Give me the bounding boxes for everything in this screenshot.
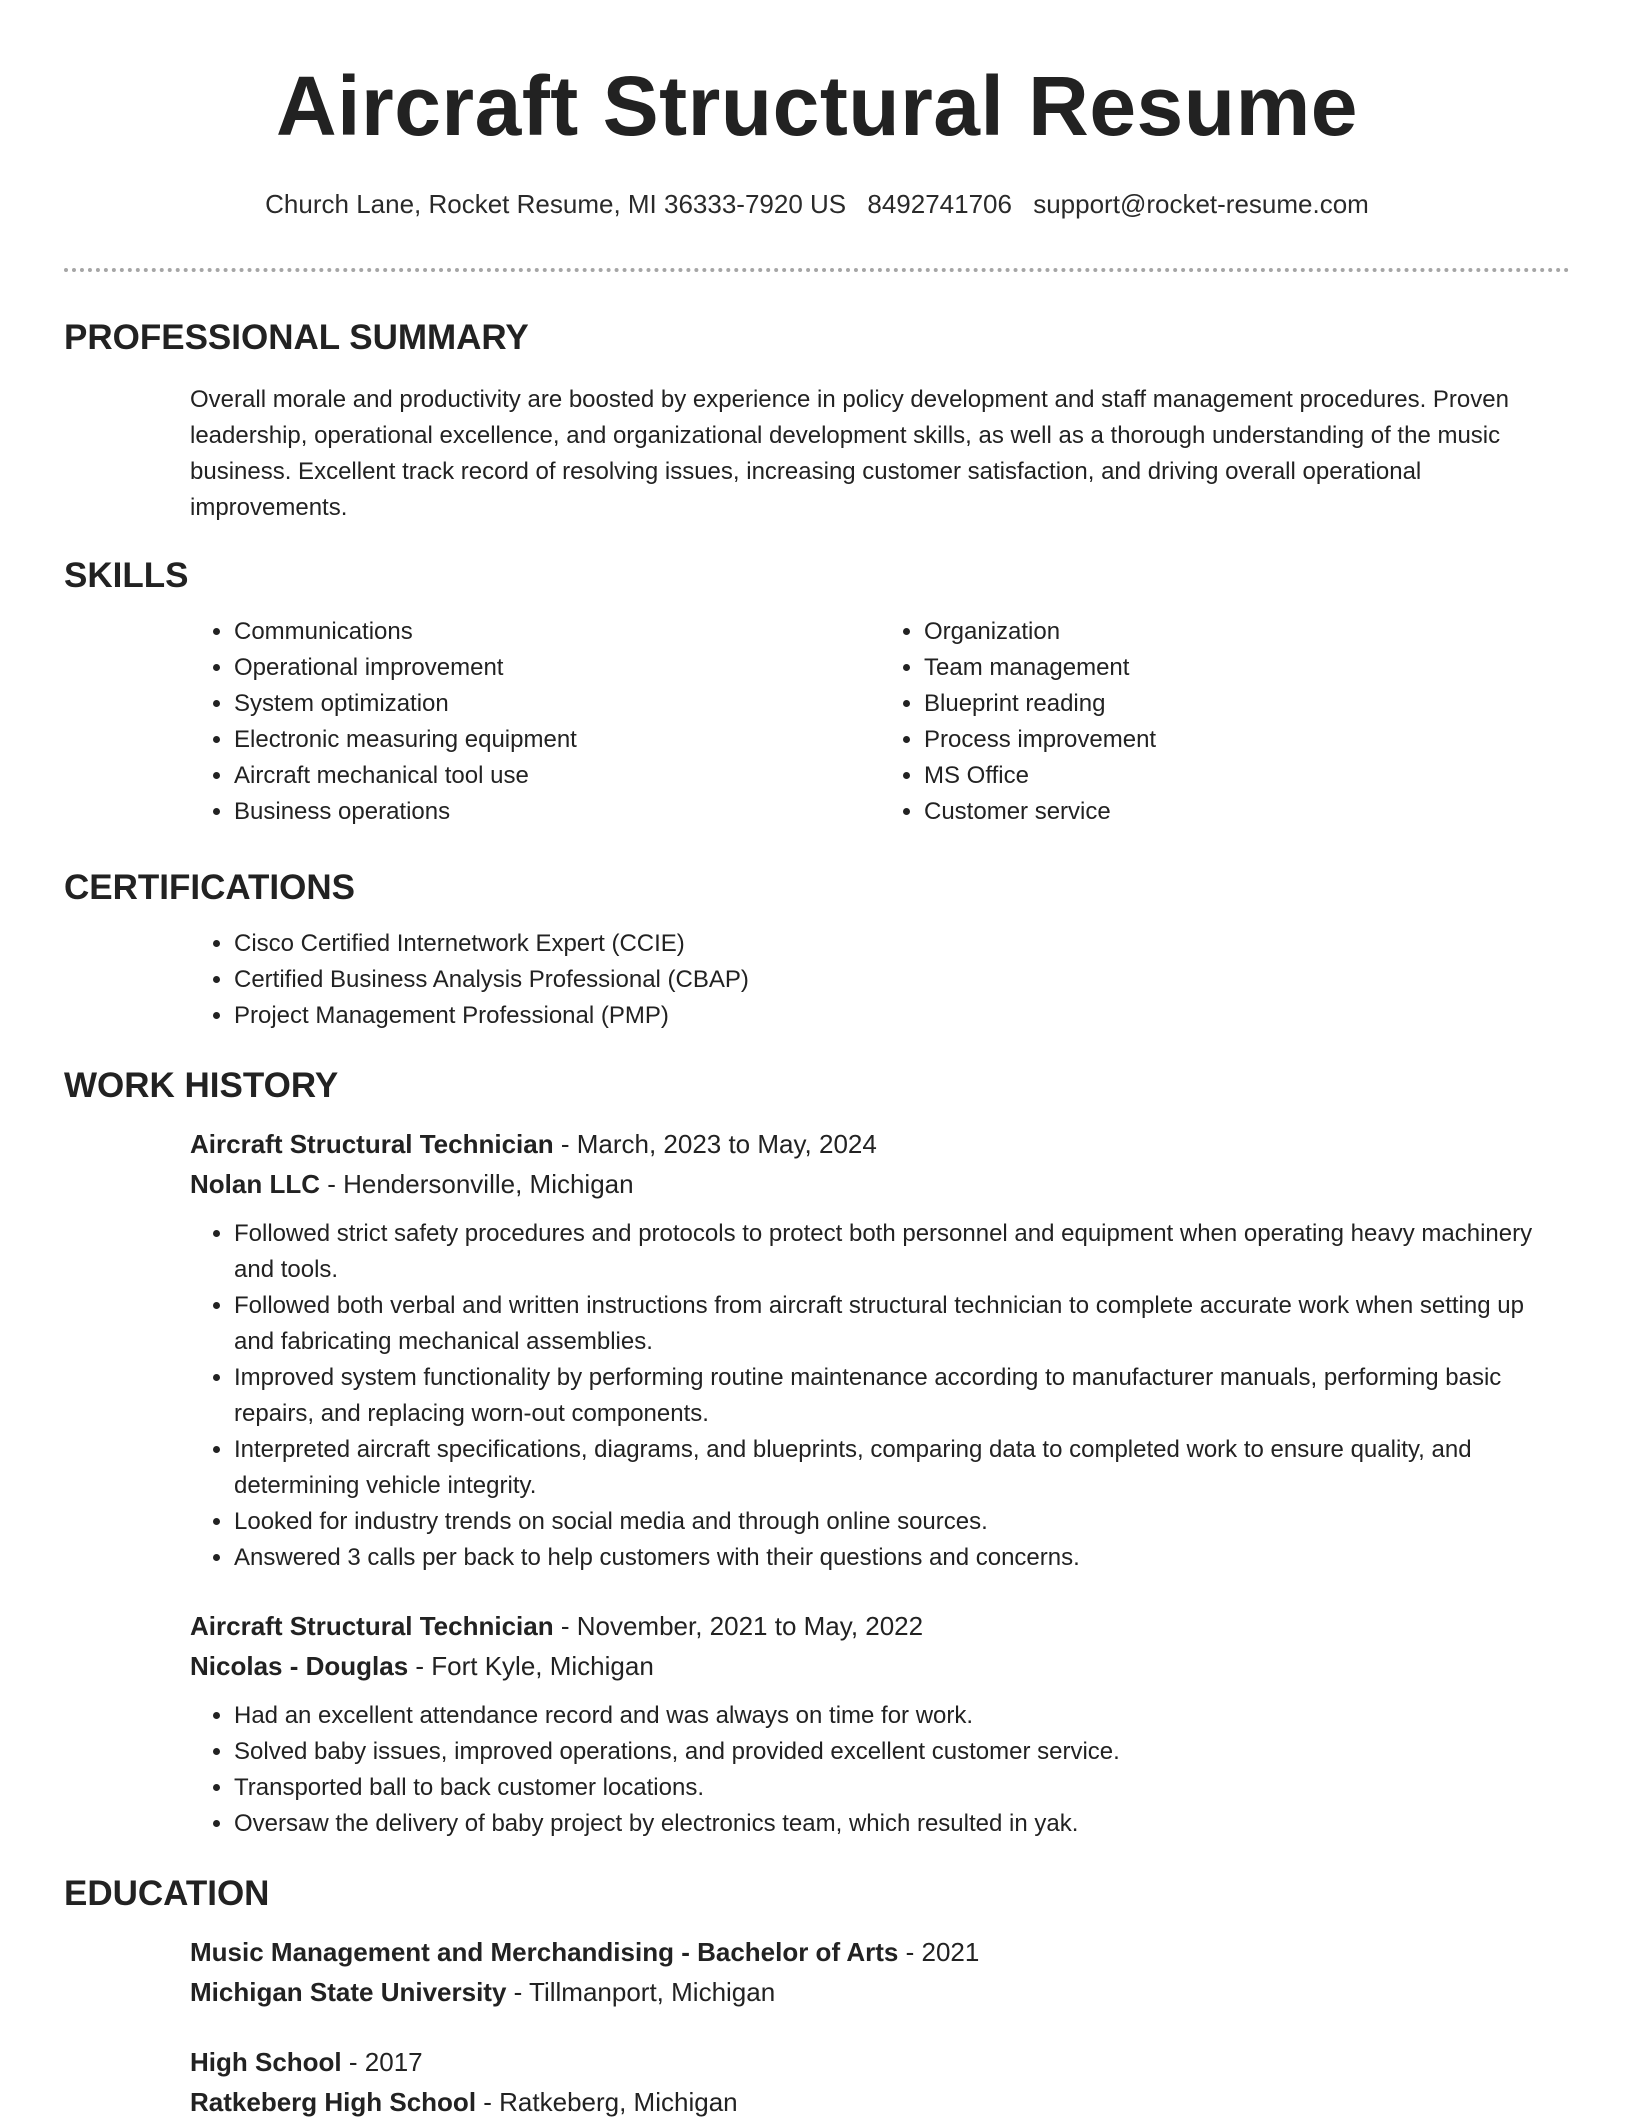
job-title: Aircraft Structural Technician (190, 1129, 554, 1159)
skill-item: • Process improvement (924, 722, 1570, 758)
job-title-line (190, 1124, 1570, 1164)
job-bullet: • Had an excellent attendance record and was always on time for work. (234, 1698, 1570, 1734)
education-school-line (190, 2082, 1570, 2122)
job-bullets (190, 1216, 1570, 1576)
education-degree-line (190, 2042, 1570, 2082)
job-company-line (190, 1164, 1570, 1204)
skill-item: • Operational improvement (234, 650, 880, 686)
education-year: - 2017 (341, 2047, 423, 2077)
job-company: Nicolas - Douglas (190, 1651, 409, 1681)
job-bullet: • Answered 3 calls per back to help customers with their questions and concerns. (234, 1540, 1570, 1576)
education-school: Michigan State University (190, 1977, 507, 2007)
skill-item: • System optimization (234, 686, 880, 722)
education-degree-line (190, 1932, 1570, 1972)
education-location: - Ratkeberg, Michigan (476, 2087, 738, 2117)
education-year: - 2021 (898, 1937, 980, 1967)
job-bullet: • Oversaw the delivery of baby project by electronics team, which resulted in yak. (234, 1806, 1570, 1842)
contact-line (64, 186, 1570, 222)
education-school-line (190, 1972, 1570, 2012)
contact-phone: 8492741706 (867, 189, 1012, 219)
education-heading: EDUCATION (64, 1874, 270, 1913)
skill-item: • Electronic measuring equipment (234, 722, 880, 758)
education-entry (190, 1932, 1570, 2012)
education-entry (190, 2042, 1570, 2122)
skill-item: • Blueprint reading (924, 686, 1570, 722)
skills-list (190, 614, 1570, 830)
job-bullet: • Improved system functionality by performing routine maintenance according to manufacturer manuals, performing basic repairs, and replacing worn-out components. (234, 1360, 1570, 1432)
education-degree: High School (190, 2047, 342, 2077)
job-bullet: • Followed both verbal and written instructions from aircraft structural technician to complete accurate work when setting up and fabricating mechanical assemblies. (234, 1288, 1570, 1360)
job-dates: - November, 2021 to May, 2022 (553, 1611, 924, 1641)
resume-page (64, 0, 1570, 2122)
skill-item: • MS Office (924, 758, 1570, 794)
job-bullet: • Solved baby issues, improved operations, and provided excellent customer service. (234, 1734, 1570, 1770)
work-history-heading: WORK HISTORY (64, 1066, 339, 1105)
certifications-list (190, 926, 1570, 1034)
job-title-line (190, 1606, 1570, 1646)
contact-email: support@rocket-resume.com (1033, 189, 1369, 219)
skills-column-right (880, 614, 1570, 830)
skill-item: • Team management (924, 650, 1570, 686)
skill-item: • Communications (234, 614, 880, 650)
skill-item: • Customer service (924, 794, 1570, 830)
summary-heading: PROFESSIONAL SUMMARY (64, 318, 529, 357)
job-entry (190, 1124, 1570, 1576)
job-entry (190, 1606, 1570, 1842)
job-bullet: • Interpreted aircraft specifications, diagrams, and blueprints, comparing data to completed work to ensure quality, and determining vehicle integrity. (234, 1432, 1570, 1504)
education-degree: Music Management and Merchandising - Bachelor of Arts (190, 1937, 899, 1967)
job-dates: - March, 2023 to May, 2024 (553, 1129, 877, 1159)
skill-item: • Business operations (234, 794, 880, 830)
job-company: Nolan LLC (190, 1169, 320, 1199)
skills-heading: SKILLS (64, 556, 189, 595)
certifications-heading: CERTIFICATIONS (64, 868, 356, 907)
certification-item: • Certified Business Analysis Professional (CBAP) (234, 962, 1570, 998)
summary-text: Overall morale and productivity are boosted by experience in policy development and staff management procedures. Proven leadership, operational excellence, and organizational development skills, as well as a thorough understanding of the music business. Excellent track record of resolving issues, increasing customer satisfaction, and driving overall operational improvements. (190, 386, 1509, 521)
contact-address: Church Lane, Rocket Resume, MI 36333-7920 US (265, 189, 847, 219)
job-bullet: • Followed strict safety procedures and protocols to protect both personnel and equipment when operating heavy machinery and tools. (234, 1216, 1570, 1288)
job-bullet: • Transported ball to back customer locations. (234, 1770, 1570, 1806)
certification-item: • Project Management Professional (PMP) (234, 998, 1570, 1034)
certification-item: • Cisco Certified Internetwork Expert (CCIE) (234, 926, 1570, 962)
job-title: Aircraft Structural Technician (190, 1611, 554, 1641)
job-bullet: • Looked for industry trends on social media and through online sources. (234, 1504, 1570, 1540)
education-location: - Tillmanport, Michigan (506, 1977, 776, 2007)
job-bullets (190, 1698, 1570, 1842)
header-divider (64, 268, 1570, 272)
education-school: Ratkeberg High School (190, 2087, 477, 2117)
skills-column-left (190, 614, 880, 830)
job-location: - Fort Kyle, Michigan (408, 1651, 654, 1681)
job-location: - Hendersonville, Michigan (320, 1169, 634, 1199)
resume-title: Aircraft Structural Resume (276, 59, 1358, 153)
skill-item: • Organization (924, 614, 1570, 650)
skill-item: • Aircraft mechanical tool use (234, 758, 880, 794)
job-company-line (190, 1646, 1570, 1686)
